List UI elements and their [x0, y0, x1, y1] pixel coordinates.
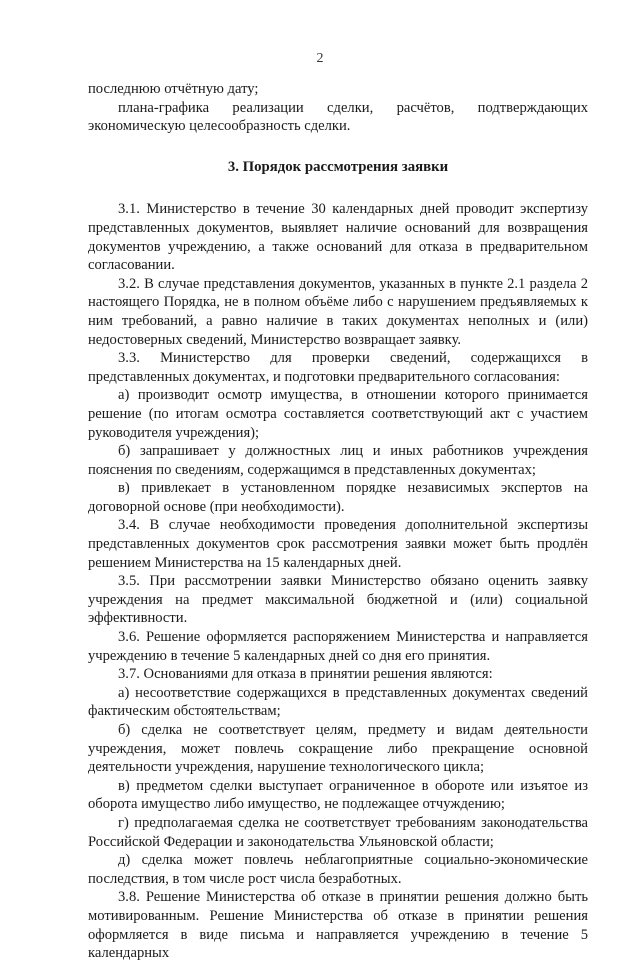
paragraph-3-7-d: г) предполагаемая сделка не соответствует требованиям законодательства Российской Федерации и законодательства Ульяновской области;	[88, 814, 588, 850]
intro-line-2: плана-графика реализации сделки, расчётов, подтверждающих экономическую целесообразность сделки.	[88, 99, 588, 135]
paragraph-3-3-b: б) запрашивает у должностных лиц и иных работников учреждения пояснения по сведениям, содержащимся в представленных документах;	[88, 443, 588, 478]
paragraph-3-3: 3.3. Министерство для проверки сведений, содержащихся в представленных документах, и подготовки предварительного согласования:	[88, 350, 588, 385]
paragraph-3-4: 3.4. В случае необходимости проведения дополнительной экспертизы представленных документов срок рассмотрения заявки может быть продлён решением Министерства на 15 календарных дней.	[88, 517, 588, 571]
intro-line-1: последнюю отчётную дату;	[88, 81, 259, 97]
paragraph-3-7-b: б) сделка не соответствует целям, предмету и видам деятельности учреждения, может повлечь сокращение либо прекращение основной деятельности учреждения, нарушение технологического цикла;	[88, 722, 588, 776]
paragraph-3-2: 3.2. В случае представления документов, указанных в пункте 2.1 раздела 2 настоящего Порядка, не в полном объёме либо с нарушением предъявляемых к ним требований, а равно наличие в таких документах неполных и (или) недостоверных сведений, Министерство возвращает заявку.	[88, 275, 588, 348]
paragraph-3-3-c: в) привлекает в установленном порядке независимых экспертов на договорной основе (при необходимости).	[88, 480, 588, 515]
page-number: 2	[316, 51, 324, 66]
paragraph-3-7-c: в) предметом сделки выступает ограниченное в обороте или изъятое из оборота имущество либо имущество, не подлежащее отчуждению;	[88, 777, 588, 813]
paragraph-3-3-a: а) производит осмотр имущества, в отношении которого принимается решение (по итогам осмотра составляется соответствующий акт с участием руководителя учреждения);	[88, 387, 588, 441]
paragraph-3-7-e: д) сделка может повлечь неблагоприятные социально-экономические последствия, в том числе рост числа безработных.	[88, 852, 588, 887]
paragraph-3-7-a: а) несоответствие содержащихся в представленных документах сведений фактическим обстоятельствам;	[88, 684, 588, 720]
paragraph-3-7: 3.7. Основаниями для отказа в принятии решения являются:	[118, 666, 493, 683]
paragraph-3-8: 3.8. Решение Министерства об отказе в принятии решения должно быть мотивированным. Решение Министерства об отказе в принятии решения оформляется в виде письма и направляется учреждению в течение 5 календарных	[88, 889, 588, 962]
paragraph-3-5: 3.5. При рассмотрении заявки Министерство обязано оценить заявку учреждения на предмет максимальной бюджетной и (или) социальной эффективности.	[88, 573, 588, 627]
section-title: 3. Порядок рассмотрения заявки	[227, 158, 449, 175]
paragraph-3-6: 3.6. Решение оформляется распоряжением Министерства и направляется учреждению в течение 5 календарных дней со дня его принятия.	[88, 629, 588, 664]
document-body	[88, 80, 588, 963]
paragraph-3-1: 3.1. Министерство в течение 30 календарных дней проводит экспертизу представленных документов, выявляет наличие оснований для возвращения документов учреждению, а также оснований для отказа в предварительном согласовании.	[88, 201, 588, 274]
